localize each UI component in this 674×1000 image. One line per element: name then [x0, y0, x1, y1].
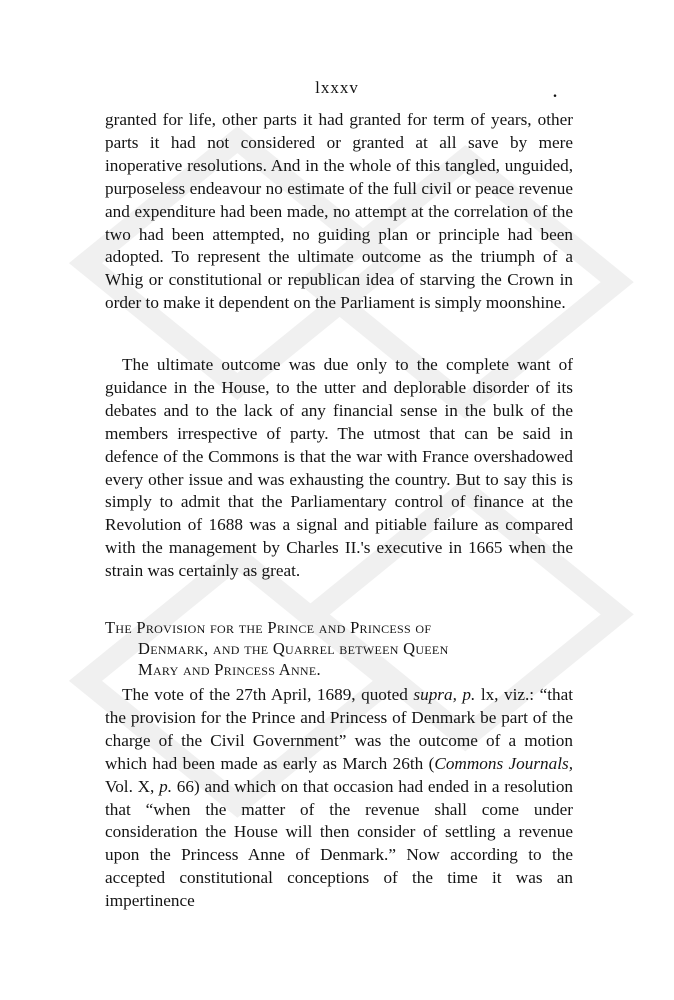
p3-page-ref: p.: [159, 776, 173, 796]
heading-line-3: Mary and Princess Anne.: [138, 660, 321, 680]
paragraph-2-text: The ultimate outcome was due only to the complete want of guidance in the House, to the utter and deplorable disorder of its debates and to the lack of any financial sense in the bulk of the members irrespective of party. The utmost that can be said in defence of the Commons is that the war with France overshadowed every other issue and was exhausting the country. But to say this is simply to admit that the Parliamentary control of finance at the Revolution of 1688 was a signal and pitiable failure as compared with the management by Charles II.'s executive in 1665 when the strain was certainly as great.: [105, 355, 573, 581]
page-mark: .: [553, 84, 557, 101]
p3-journal: Commons Journals,: [434, 753, 574, 773]
heading-line-2: Denmark, and the Quarrel between Queen: [138, 639, 449, 659]
paragraph-2: [105, 354, 573, 583]
paragraph-3-text: [105, 684, 573, 913]
p3-part-2: lx, viz.: “that the provision for the Prince and Princess of Denmark be part of the charge of the Civil Government” was the outcome of a motion which had been made as early as March 26th (: [105, 685, 573, 773]
p3-part-1: The vote of the 27th April, 1689, quoted: [122, 685, 414, 704]
p3-part-3: Vol. X,: [105, 776, 160, 796]
section-heading: [105, 617, 573, 681]
paragraph-1: [105, 109, 573, 315]
p3-part-4: 66) and which on that occasion had ended in a resolution that “when the matter of the revenue shall come under consideration the House will then consider of settling a revenue upon the Princess Anne of Denmark.” Now according to the accepted constitutional conceptions of the time it was an impertinence: [105, 776, 574, 911]
paragraph-3: [105, 684, 573, 913]
paragraph-1-text: granted for life, other parts it had granted for term of years, other parts it had not considered or granted at all save by mere inoperative resolutions. And in the whole of this tangled, unguided, purposeless endeavour no estimate of the full civil or peace revenue and expenditure had been made, no attempt at the correlation of the two had been attempted, no guiding plan or principle had been adopted. To represent the ultimate outcome as the triumph of a Whig or constitutional or republican idea of starving the Crown in order to make it dependent on the Parliament is simply moonshine.: [105, 110, 573, 313]
page-number: lxxxv: [315, 78, 359, 97]
heading-line-1: The Provision for the Prince and Princess of: [105, 618, 432, 637]
p3-supra: supra, p.: [413, 685, 476, 704]
